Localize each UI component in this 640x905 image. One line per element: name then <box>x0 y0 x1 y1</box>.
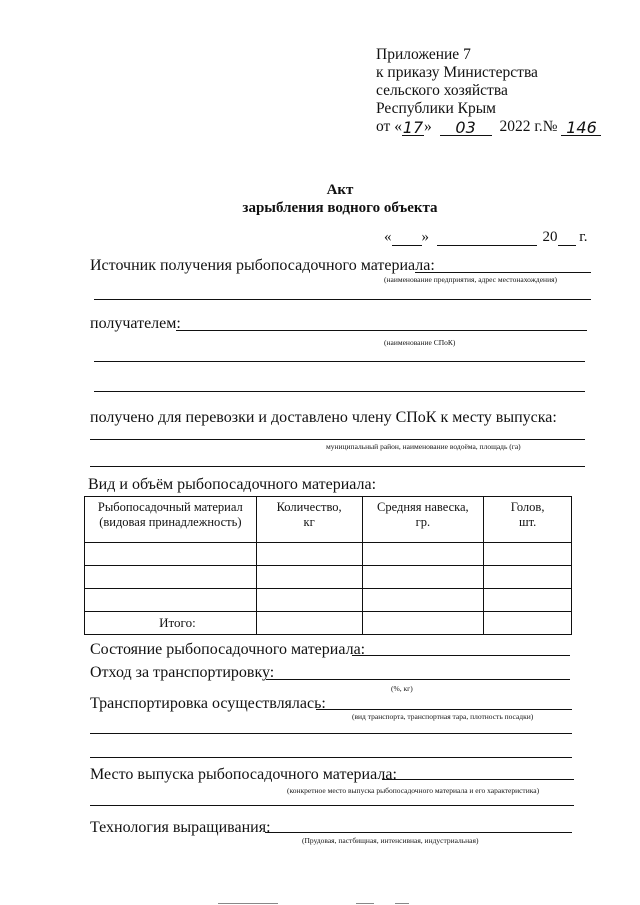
act-date-close-quote: » <box>421 229 429 245</box>
col-heads-unit: шт. <box>518 515 537 529</box>
appendix-ministry: сельского хозяйства <box>376 82 508 99</box>
delivered-label: получено для перевозки и доставлено члену СПоК к месту выпуска: <box>90 409 557 426</box>
recipient-field-line-3[interactable] <box>94 391 585 392</box>
table-header-row <box>85 497 572 543</box>
table-row <box>85 543 572 566</box>
date-year: 2022 г.№ <box>499 118 558 135</box>
appendix-republic: Республики Крым <box>376 100 496 117</box>
material-table <box>84 496 572 635</box>
state-field[interactable] <box>352 655 570 656</box>
recipient-label: получателем: <box>90 315 181 332</box>
col-weight-unit: гр. <box>415 515 431 529</box>
table-cell[interactable] <box>256 589 362 612</box>
appendix-header <box>376 46 601 136</box>
col-quantity-unit: кг <box>303 515 315 529</box>
col-heads-title: Голов, <box>510 500 545 514</box>
col-quantity-title: Количество, <box>276 500 342 514</box>
table-row <box>85 566 572 589</box>
transport-field[interactable] <box>316 709 572 710</box>
release-field[interactable] <box>382 779 574 780</box>
state-label: Состояние рыбопосадочного материала: <box>90 641 366 658</box>
date-month-handwritten: 03 <box>440 119 492 136</box>
col-quantity-header <box>256 497 362 543</box>
table-cell[interactable] <box>484 566 572 589</box>
source-label: Источник получения рыбопосадочного материала: <box>90 257 435 274</box>
order-number-handwritten: 146 <box>561 119 601 136</box>
table-cell[interactable] <box>484 543 572 566</box>
volume-label: Вид и объём рыбопосадочного материала: <box>88 476 377 493</box>
loss-field[interactable] <box>266 679 570 680</box>
total-label: Итого: <box>85 612 257 635</box>
table-cell[interactable] <box>85 566 257 589</box>
loss-caption: (%, кг) <box>391 684 413 693</box>
transport-label: Транспортировка осуществлялась: <box>90 695 326 712</box>
act-date-day-field[interactable] <box>392 229 422 246</box>
act-date-month-field[interactable] <box>437 229 537 246</box>
release-caption: (конкретное место выпуска рыбопосадочного материала и его характеристика) <box>287 786 540 795</box>
delivered-field[interactable] <box>90 439 585 440</box>
table-row <box>85 589 572 612</box>
recipient-caption: (наименование СПоК) <box>384 338 456 347</box>
table-cell[interactable] <box>256 566 362 589</box>
scan-artifact <box>356 903 374 904</box>
scan-artifact <box>218 903 278 904</box>
col-material-header <box>85 497 257 543</box>
table-cell[interactable] <box>484 612 572 635</box>
act-date-year-field[interactable] <box>558 229 576 246</box>
table-cell[interactable] <box>85 543 257 566</box>
release-label: Место выпуска рыбопосадочного материала: <box>90 766 397 783</box>
table-cell[interactable] <box>85 589 257 612</box>
act-date-line <box>384 229 587 246</box>
source-field[interactable] <box>415 272 591 273</box>
document-title: Акт <box>326 182 354 198</box>
table-cell[interactable] <box>362 612 484 635</box>
act-date-open-quote: « <box>384 229 392 245</box>
date-day-handwritten: 17 <box>402 118 424 137</box>
recipient-field[interactable] <box>176 330 587 331</box>
col-material-subtitle: (видовая принадлежность) <box>99 515 242 529</box>
appendix-title: Приложение 7 <box>376 46 471 63</box>
appendix-date-line <box>376 118 601 136</box>
table-cell[interactable] <box>362 543 484 566</box>
table-cell[interactable] <box>484 589 572 612</box>
source-field-line-2[interactable] <box>94 299 591 300</box>
table-cell[interactable] <box>362 566 484 589</box>
transport-caption: (вид транспорта, транспортная тара, плотность посадки) <box>352 712 534 721</box>
col-weight-header <box>362 497 484 543</box>
recipient-field-line-2[interactable] <box>94 361 585 362</box>
delivered-caption: муниципальный район, наименование водоёма, площадь (га) <box>326 442 521 451</box>
col-material-title: Рыбопосадочный материал <box>97 500 243 514</box>
date-mid: » <box>423 118 432 135</box>
act-date-year-prefix: 20 <box>542 229 558 245</box>
loss-label: Отход за транспортировку: <box>90 664 275 681</box>
delivered-field-line-2[interactable] <box>90 466 585 467</box>
appendix-order-ref: к приказу Министерства <box>376 64 538 81</box>
table-total-row <box>85 612 572 635</box>
table-cell[interactable] <box>362 589 484 612</box>
table-cell[interactable] <box>256 543 362 566</box>
date-prefix: от « <box>376 118 402 135</box>
tech-caption: (Прудовая, пастбищная, интенсивная, индустриальная) <box>302 836 479 845</box>
col-heads-header <box>484 497 572 543</box>
source-caption: (наименование предприятия, адрес местонахождения) <box>384 275 558 284</box>
act-date-year-suffix: г. <box>579 229 588 245</box>
col-weight-title: Средняя навеска, <box>377 500 469 514</box>
tech-label: Технология выращивания: <box>90 819 271 836</box>
table-cell[interactable] <box>256 612 362 635</box>
transport-field-line-2[interactable] <box>90 733 572 734</box>
scan-artifact <box>395 903 409 904</box>
tech-field[interactable] <box>265 832 572 833</box>
release-field-line-2[interactable] <box>90 805 574 806</box>
transport-field-line-3[interactable] <box>90 757 572 758</box>
document-subtitle: зарыбления водного объекта <box>242 200 438 216</box>
